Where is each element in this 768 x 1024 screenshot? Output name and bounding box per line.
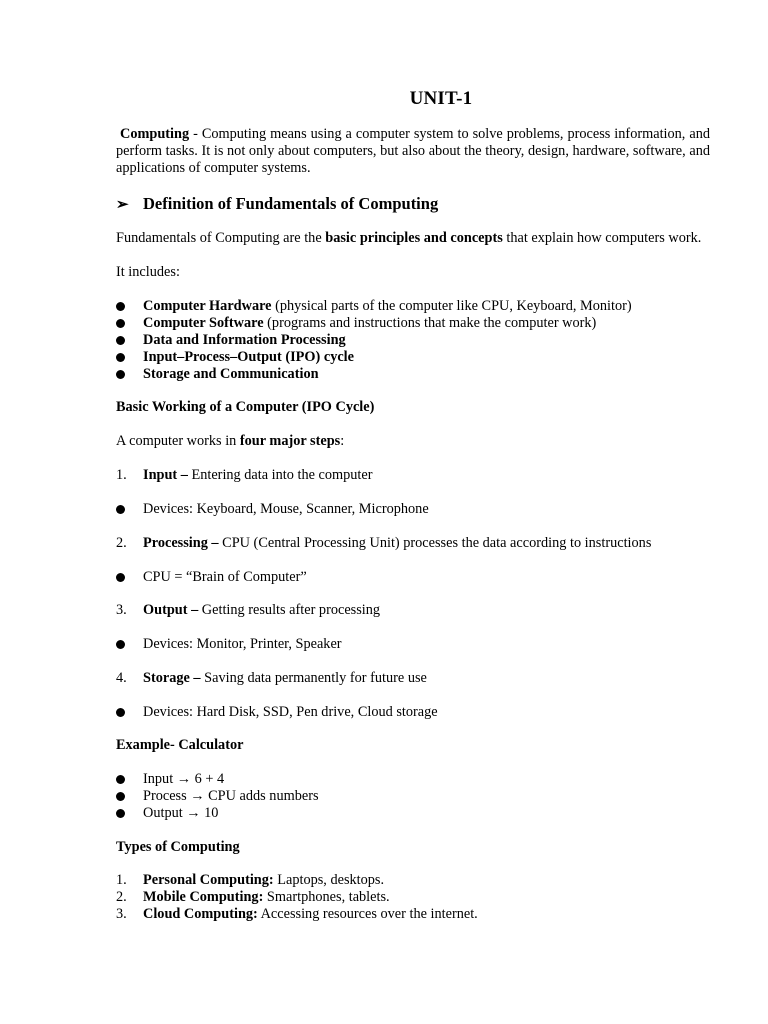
bullet-icon [116, 792, 125, 801]
ipo-lead-pre: A computer works in [116, 433, 240, 449]
intro-term: Computing [120, 126, 190, 142]
step-term: Storage – [143, 670, 201, 686]
list-item-term: Computer Hardware [143, 298, 272, 314]
bullet-icon [116, 640, 125, 649]
step-processing-detail [116, 569, 307, 586]
includes-list [116, 298, 632, 383]
list-item [116, 366, 632, 383]
list-item-text: Input → 6 + 4 [143, 771, 225, 787]
list-item-text: (physical parts of the computer like CPU, Keyboard, Monitor) [271, 298, 632, 314]
step-text: CPU (Central Processing Unit) processes the data according to instructions [218, 535, 652, 551]
example-list [116, 771, 319, 822]
step-number: 1. [116, 467, 127, 483]
list-item-text: (programs and instructions that make the computer work) [263, 315, 597, 331]
list-item-term: Personal Computing: [143, 872, 274, 888]
step-storage [116, 670, 427, 687]
page-title: UNIT-1 [409, 88, 473, 109]
ipo-lead-bold: four major steps [239, 433, 341, 449]
step-number: 2. [116, 535, 127, 551]
list-item-term: Data and Information Processing [143, 332, 346, 348]
section-heading-definition [116, 194, 438, 214]
definition-post: that explain how computers work. [502, 230, 702, 246]
step-processing [116, 535, 651, 552]
step-number: 4. [116, 670, 127, 686]
bullet-icon [116, 319, 125, 328]
list-item-term: Storage and Communication [143, 366, 319, 382]
ipo-lead-post: : [340, 433, 345, 449]
bullet-icon [116, 809, 125, 818]
list-item-term: Mobile Computing: [143, 889, 264, 905]
list-item [116, 298, 632, 315]
list-item [116, 349, 632, 366]
list-item-term: Computer Software [143, 315, 264, 331]
step-term: Input – [143, 467, 188, 483]
bullet-icon [116, 353, 125, 362]
ipo-lead [116, 433, 344, 450]
list-item-text: Smartphones, tablets. [263, 889, 390, 905]
step-input-detail [116, 501, 429, 518]
list-item [116, 788, 319, 805]
step-text: Entering data into the computer [187, 467, 373, 483]
step-text: Saving data permanently for future use [200, 670, 427, 686]
list-item-number: 3. [116, 906, 127, 922]
definition-paragraph [116, 230, 710, 247]
bullet-icon [116, 370, 125, 379]
bullet-icon [116, 708, 125, 717]
list-item-text: Process → CPU adds numbers [143, 788, 319, 804]
step-detail-text: Devices: Keyboard, Mouse, Scanner, Microphone [143, 501, 429, 517]
intro-paragraph [116, 126, 710, 177]
step-detail-text: CPU = “Brain of Computer” [143, 569, 307, 585]
arrowhead-bullet-icon: ➢ [116, 196, 129, 213]
bullet-icon [116, 573, 125, 582]
step-output-detail [116, 636, 342, 653]
types-list [116, 872, 478, 923]
list-item-text: Accessing resources over the internet. [257, 906, 478, 922]
list-item [116, 771, 319, 788]
list-item [116, 906, 478, 923]
list-item [116, 872, 478, 889]
step-detail-text: Devices: Monitor, Printer, Speaker [143, 636, 342, 652]
bullet-icon [116, 775, 125, 784]
list-item [116, 889, 478, 906]
step-term: Processing – [143, 535, 219, 551]
bullet-icon [116, 302, 125, 311]
list-item-term: Cloud Computing: [143, 906, 258, 922]
list-item-number: 2. [116, 889, 127, 905]
bullet-icon [116, 505, 125, 514]
list-item-text: Laptops, desktops. [273, 872, 385, 888]
bullet-icon [116, 336, 125, 345]
step-number: 3. [116, 602, 127, 618]
section-heading-ipo: Basic Working of a Computer (IPO Cycle) [116, 399, 375, 415]
intro-text: - Computing means using a computer system to solve problems, process information, and perform tasks. It is not only about computers, but also about the theory, design, hardware, software, and applications of computer systems. [116, 126, 710, 176]
step-term: Output – [143, 602, 199, 618]
definition-bold: basic principles and concepts [325, 230, 503, 246]
list-item [116, 315, 632, 332]
step-storage-detail [116, 704, 438, 721]
step-text: Getting results after processing [198, 602, 381, 618]
section-heading-text: Definition of Fundamentals of Computing [143, 194, 439, 213]
list-item-number: 1. [116, 872, 127, 888]
includes-label: It includes: [116, 264, 180, 280]
step-input [116, 467, 373, 484]
list-item [116, 332, 632, 349]
step-detail-text: Devices: Hard Disk, SSD, Pen drive, Cloud storage [143, 704, 438, 720]
definition-pre: Fundamentals of Computing are the [116, 230, 326, 246]
list-item-text: Output → 10 [143, 805, 219, 821]
step-output [116, 602, 380, 619]
section-heading-types: Types of Computing [116, 839, 240, 855]
section-heading-example: Example- Calculator [116, 737, 244, 753]
list-item [116, 805, 319, 822]
list-item-term: Input–Process–Output (IPO) cycle [143, 349, 355, 365]
